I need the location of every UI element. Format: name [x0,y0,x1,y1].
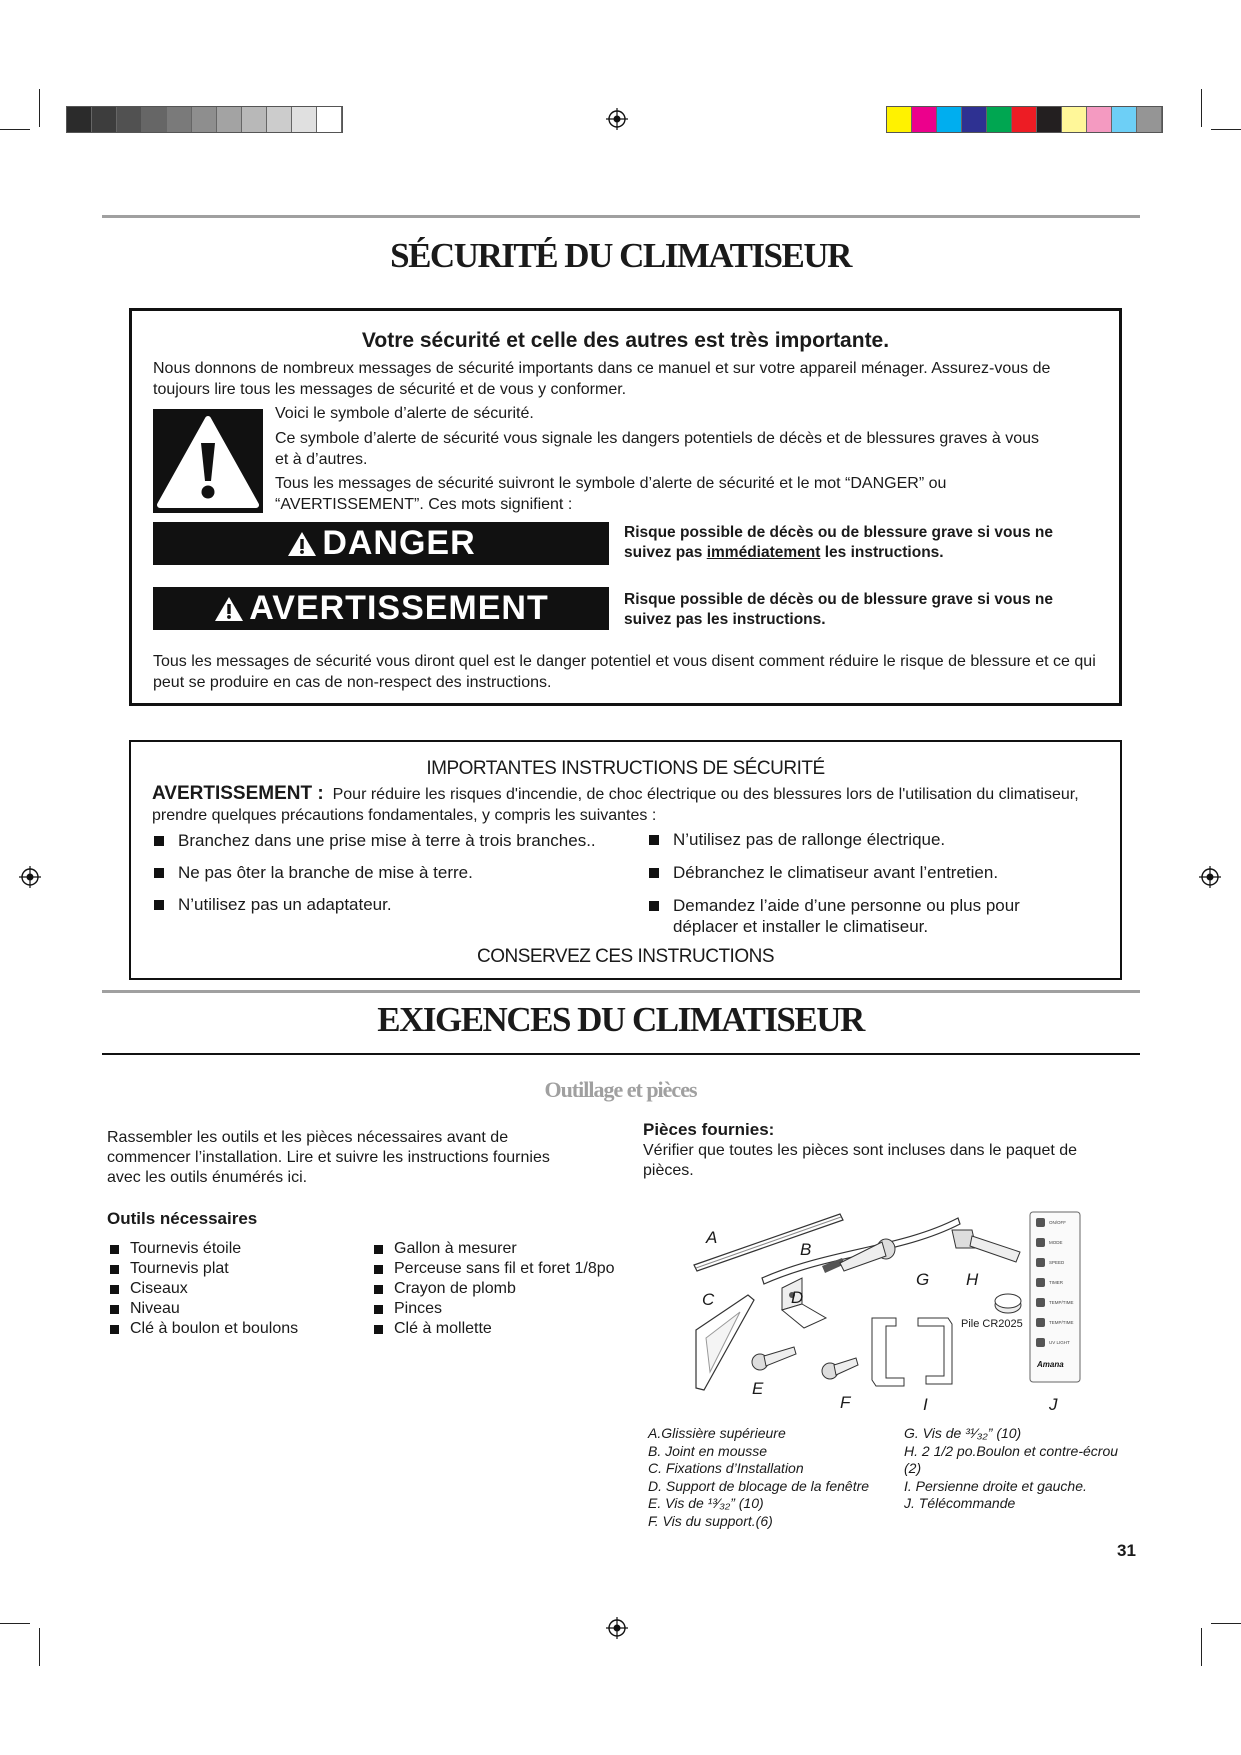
remote-key-icon [1036,1298,1045,1307]
color-swatch [1137,107,1162,132]
list-item-text: Tournevis étoile [130,1240,242,1257]
safety-box [129,308,1122,706]
list-item [106,1279,298,1299]
list-item-text: Ciseaux [130,1280,188,1297]
part-label-j: J [1049,1395,1058,1414]
list-item [148,894,392,915]
crop-mark [1211,129,1241,130]
part-label-i: I [923,1395,928,1414]
list-item: I. Persienne droite et gauche. [904,1477,1087,1494]
page-number: 31 [1117,1541,1136,1560]
safety-intro: Nous donnons de nombreux messages de sécurité importants dans ce manuel et sur votre appareil ménager. Assurez-vous de toujours lire tous les messages de sécurité et de vous y conformer. [153,360,1051,398]
parts-intro: Vérifier que toutes les pièces sont incluses dans le paquet de pièces. [643,1142,1078,1179]
remote-brand: Amana [1037,1360,1064,1369]
list-item [370,1299,615,1319]
part-label-b: B [800,1240,812,1259]
window-lock-d-icon [782,1278,826,1328]
danger-text-emphasis: immédiatement [706,544,821,561]
remote-control [1031,1212,1081,1382]
color-swatch [1037,107,1062,132]
color-swatch [292,107,317,132]
remote-key-icon [1036,1238,1045,1247]
list-item [148,862,473,883]
parts-list-right [904,1425,1134,1513]
color-swatch [167,107,192,132]
list-item: C. Fixations d’Installation [648,1460,804,1476]
color-swatch [67,107,92,132]
remote-key-icon [1036,1338,1045,1347]
color-bar [886,106,1163,133]
danger-text-part: Risque possible de décès ou de blessure grave si vous ne suivez pas [624,524,1053,561]
tools-list-right [370,1239,615,1339]
bullet-icon [649,868,659,878]
color-swatch [987,107,1012,132]
color-swatch [242,107,267,132]
crop-mark [1211,1623,1241,1624]
crop-mark [39,89,40,127]
warning-triangle-icon [286,530,318,558]
bullet-icon [110,1305,119,1314]
bullet-icon [374,1285,383,1294]
list-item-text: Crayon de plomb [394,1280,516,1297]
registration-mark-icon [606,1617,628,1639]
instructions-footer: CONSERVEZ CES INSTRUCTIONS [476,946,775,967]
color-swatch [1087,107,1112,132]
remote-button-label: TEMP/TIME [1049,1300,1074,1305]
remote-button-label: TIMER [1049,1280,1063,1285]
requirements-subtitle: Outillage et pièces [544,1077,697,1102]
bolt-h-icon [952,1230,1020,1262]
list-item-text: Demandez l’aide d’une personne ou plus pour déplacer et installer le climatiseur. [673,896,1020,936]
remote-key-icon [1036,1258,1045,1267]
list-item [106,1299,298,1319]
list-item-text: Ne pas ôter la branche de mise à terre. [178,863,473,882]
list-item [106,1319,298,1339]
bullet-icon [374,1265,383,1274]
crop-mark [1201,1628,1202,1666]
safety-title: SÉCURITÉ DU CLIMATISEUR [390,236,851,275]
list-item: F. Vis du support.(6) [648,1512,773,1529]
tools-list-left [106,1239,298,1339]
louver-i-icon [872,1318,952,1386]
remote-key-icon [1036,1218,1045,1227]
battery-icon [995,1294,1021,1313]
remote-button [1036,1278,1063,1287]
color-swatch [92,107,117,132]
danger-text-part: les instructions. [820,544,944,561]
parts-heading: Pièces fournies: [643,1120,775,1139]
warning-text: Risque possible de décès ou de blessure grave si vous ne suivez pas les instructions. [624,591,1053,628]
list-item-text: Débranchez le climatiseur avant l’entretien. [673,863,999,882]
list-item [370,1259,615,1279]
part-label-f: F [840,1393,851,1412]
warning-banner [153,587,609,630]
color-swatch [937,107,962,132]
part-label-c: C [702,1290,715,1309]
list-item [148,830,596,851]
list-item: A.Glissière supérieure [648,1425,786,1441]
warning-triangle-icon [213,595,245,623]
list-item: J. Télécommande [904,1495,1016,1511]
danger-label: DANGER [322,524,476,562]
danger-text [624,523,1094,563]
crop-mark [0,1623,30,1624]
color-swatch [912,107,937,132]
list-item: H. 2 1/2 po.Boulon et contre-écrou (2) [904,1442,1119,1476]
list-item: B. Joint en mousse [648,1442,768,1459]
crop-mark [39,1628,40,1666]
list-item [643,862,998,883]
instructions-warning-text: Pour réduire les risques d'incendie, de choc électrique ou des blessures lors de l'utilisation du climatiseur, prendre quelques précautions fondamentales, y compris les suivantes : [152,786,1079,824]
list-item-text: Pinces [394,1300,443,1317]
remote-key-icon [1036,1278,1045,1287]
list-item: E. Vis de ¹³⁄₃₂” (10) [648,1495,764,1511]
list-item-text: N’utilisez pas de rallonge électrique. [673,830,946,849]
list-item [370,1279,615,1299]
remote-button-label: UV LIGHT [1049,1340,1070,1345]
remote-button-label: ON/OFF [1049,1220,1066,1225]
bullet-icon [110,1325,119,1334]
bullet-icon [154,868,164,878]
signal-words-description: Tous les messages de sécurité suivront le symbole d’alerte de sécurité et le mot “DANGER” ou “AVERTISSEMENT”. Ces mots signifient : [275,475,947,513]
part-label-a: A [706,1228,718,1247]
part-label-g: G [916,1270,930,1289]
list-item: G. Vis de ³¹⁄₃₂” (10) [904,1425,1022,1441]
list-item [370,1319,615,1339]
list-item [643,829,945,850]
section-rule [102,215,1140,218]
parts-list-left [648,1425,888,1530]
color-swatch [1062,107,1087,132]
remote-button [1036,1218,1066,1227]
remote-button [1036,1298,1074,1307]
instructions-heading: IMPORTANTES INSTRUCTIONS DE SÉCURITÉ [426,758,825,779]
color-swatch [1112,107,1137,132]
registration-mark-icon [606,108,628,130]
list-item-text: Tournevis plat [130,1260,229,1277]
bullet-icon [374,1245,383,1254]
danger-banner [153,522,609,565]
bullet-icon [649,835,659,845]
list-item [106,1239,298,1259]
registration-mark-icon [19,866,41,888]
color-swatch [887,107,912,132]
symbol-description: Ce symbole d’alerte de sécurité vous signale les dangers potentiels de décès et de blessures graves à vous et à d’autres. [275,430,1039,468]
safety-closing: Tous les messages de sécurité vous diront quel est le danger potentiel et vous disent comment réduire le risque de blessure et ce qui peut se produire en cas de non-respect des instructions. [153,653,1096,691]
bullet-icon [649,901,659,911]
gray-color-bar [66,106,343,133]
bullet-icon [110,1245,119,1254]
symbol-line: Voici le symbole d’alerte de sécurité. [275,405,534,422]
remote-button [1036,1338,1070,1347]
list-item [643,895,1073,937]
list-item-text: Clé à mollette [394,1320,492,1337]
warning-lead: AVERTISSEMENT : [152,783,324,804]
color-swatch [217,107,242,132]
bullet-icon [374,1325,383,1334]
crop-mark [1201,89,1202,127]
remote-button-label: TEMP/TIME [1049,1320,1074,1325]
color-swatch [267,107,292,132]
list-item-text: Branchez dans une prise mise à terre à trois branches.. [178,831,596,850]
crop-mark [0,129,30,130]
part-label-d: D [791,1288,804,1307]
title-underline [102,1053,1140,1055]
battery-label: Pile CR2025 [961,1318,1023,1330]
color-swatch [962,107,987,132]
remote-button [1036,1258,1064,1267]
registration-mark-icon [1199,866,1221,888]
requirements-intro: Rassembler les outils et les pièces nécessaires avant de commencer l’installation. Lire et suivre les instructions fournies avec les outils énumérés ici. [107,1129,550,1186]
list-item-text: Niveau [130,1300,180,1317]
section-rule [102,990,1140,993]
bullet-icon [110,1285,119,1294]
bullet-icon [374,1305,383,1314]
color-swatch [142,107,167,132]
color-swatch [192,107,217,132]
screw-f-icon [822,1358,858,1379]
color-swatch [1012,107,1037,132]
bullet-icon [154,836,164,846]
warning-label: AVERTISSEMENT [249,589,549,627]
warning-triangle-icon [153,409,263,513]
list-item-text: Gallon à mesurer [394,1240,517,1257]
instructions-box [129,740,1122,980]
remote-key-icon [1036,1318,1045,1327]
requirements-title: EXIGENCES DU CLIMATISEUR [377,1000,864,1039]
foam-seal-icon [762,1218,960,1284]
remote-button-label: MODE [1049,1240,1063,1245]
color-swatch [317,107,342,132]
list-item: D. Support de blocage de la fenêtre [648,1477,870,1494]
remote-button [1036,1238,1063,1247]
part-label-e: E [752,1379,764,1398]
list-item [106,1259,298,1279]
list-item-text: Clé à boulon et boulons [130,1320,299,1337]
list-item-text: Perceuse sans fil et foret 1/8po [394,1260,615,1277]
tools-heading: Outils nécessaires [107,1209,258,1228]
color-swatch [117,107,142,132]
bullet-icon [154,900,164,910]
screw-e-icon [752,1347,796,1370]
remote-button [1036,1318,1074,1327]
list-item [370,1239,615,1259]
bullet-icon [110,1265,119,1274]
list-item-text: N’utilisez pas un adaptateur. [178,895,392,914]
remote-button-label: SPEED [1049,1260,1065,1265]
safety-headline: Votre sécurité et celle des autres est très importante. [361,329,890,352]
part-label-h: H [966,1270,979,1289]
